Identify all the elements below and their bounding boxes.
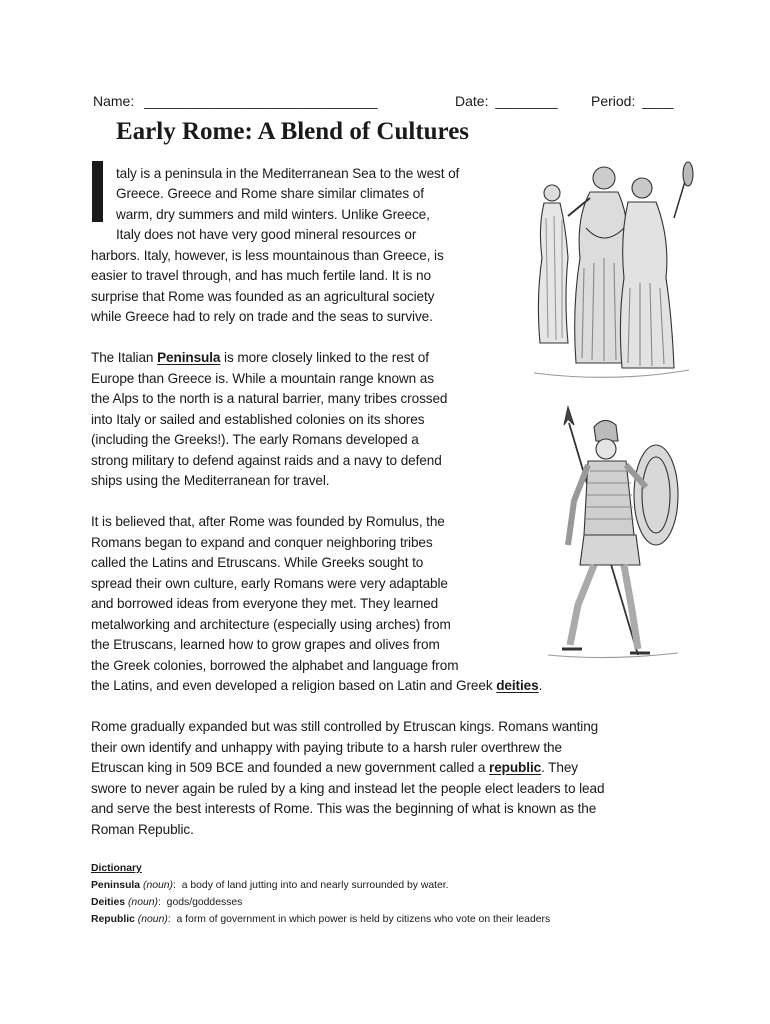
p2-line: strong military to defend against raids and a navy to defend	[91, 453, 442, 468]
term-republic: republic	[489, 760, 542, 775]
dictionary-entry: Peninsula (noun): a body of land jutting into and nearly surrounded by water.	[91, 880, 449, 891]
p3-line: Romans began to expand and conquer neighboring tribes	[91, 535, 433, 550]
term-deities: deities	[496, 678, 539, 693]
date-field[interactable]	[455, 93, 558, 109]
p4-line: their own identify and unhappy with paying tribute to a harsh ruler overthrew the	[91, 740, 562, 755]
p3-line: the Greek colonies, borrowed the alphabet and language from	[91, 658, 459, 673]
p1-line: taly is a peninsula in the Mediterranean Sea to the west of	[116, 166, 460, 181]
p2-line: (including the Greeks!). The early Romans developed a	[91, 432, 419, 447]
period-blank[interactable]: ____	[642, 93, 674, 109]
p3-line: and borrowed ideas from everyone they met. They learned	[91, 596, 439, 611]
p3-line: the Etruscans, learned how to grow grapes and olives from	[91, 637, 440, 652]
p4-line: and serve the best interests of Rome. This was the beginning of what is known as the	[91, 801, 597, 816]
p3-line: It is believed that, after Rome was founded by Romulus, the	[91, 514, 445, 529]
period-label: Period:	[591, 93, 636, 109]
name-label: Name:	[93, 93, 135, 109]
date-blank[interactable]: ________	[495, 93, 558, 109]
p2-line: Europe than Greece is. While a mountain range known as	[91, 371, 434, 386]
p4-line: Rome gradually expanded but was still controlled by Etruscan kings. Romans wanting	[91, 719, 599, 734]
p1-line: harbors. Italy, however, is less mountainous than Greece, is	[91, 248, 444, 263]
date-label: Date:	[455, 93, 489, 109]
p1-line: surprise that Rome was founded as an agricultural society	[91, 289, 435, 304]
p1-line: warm, dry summers and mild winters. Unlike Greece,	[116, 207, 430, 222]
p3-line: called the Latins and Etruscans. While Greeks sought to	[91, 555, 424, 570]
p1-line: easier to travel through, and has much fertile land. It is no	[91, 268, 431, 283]
name-field[interactable]	[93, 93, 378, 109]
page-title: Early Rome: A Blend of Cultures	[116, 118, 470, 145]
term-peninsula: Peninsula	[157, 350, 221, 365]
roman-soldier-illustration	[538, 405, 688, 663]
p2-line: into Italy or sailed and established colonies on its shores	[91, 412, 425, 427]
p3-line: the Latins, and even developed a religion based on Latin and Greek deities.	[91, 678, 543, 693]
p4-line: Roman Republic.	[91, 822, 194, 837]
p1-line: Greece. Greece and Rome share similar climates of	[116, 186, 424, 201]
p1-line: while Greece had to rely on trade and the seas to survive.	[91, 309, 433, 324]
p4-line: Etruscan king in 509 BCE and founded a new government called a republic. They	[91, 760, 579, 775]
dictionary-entry: Deities (noun): gods/goddesses	[91, 897, 243, 908]
p2-line: ships using the Mediterranean for travel.	[91, 473, 330, 488]
p1-line: Italy does not have very good mineral resources or	[116, 227, 417, 242]
name-blank[interactable]: ______________________________	[144, 93, 378, 109]
period-field[interactable]	[591, 93, 673, 109]
drop-cap	[92, 161, 103, 222]
p3-line: spread their own culture, early Romans were very adaptable	[91, 576, 448, 591]
dictionary-heading: Dictionary	[91, 863, 142, 874]
roman-women-illustration	[524, 158, 704, 383]
dictionary-entry: Republic (noun): a form of government in which power is held by citizens who vote on their leaders	[91, 914, 551, 925]
p2-line: The Italian Peninsula is more closely linked to the rest of	[91, 350, 429, 365]
p2-line: the Alps to the north is a natural barrier, many tribes crossed	[91, 391, 448, 406]
p4-line: swore to never again be ruled by a king and instead let the people elect leaders to lead	[91, 781, 605, 796]
p3-line: metalworking and architecture (especially using arches) from	[91, 617, 451, 632]
